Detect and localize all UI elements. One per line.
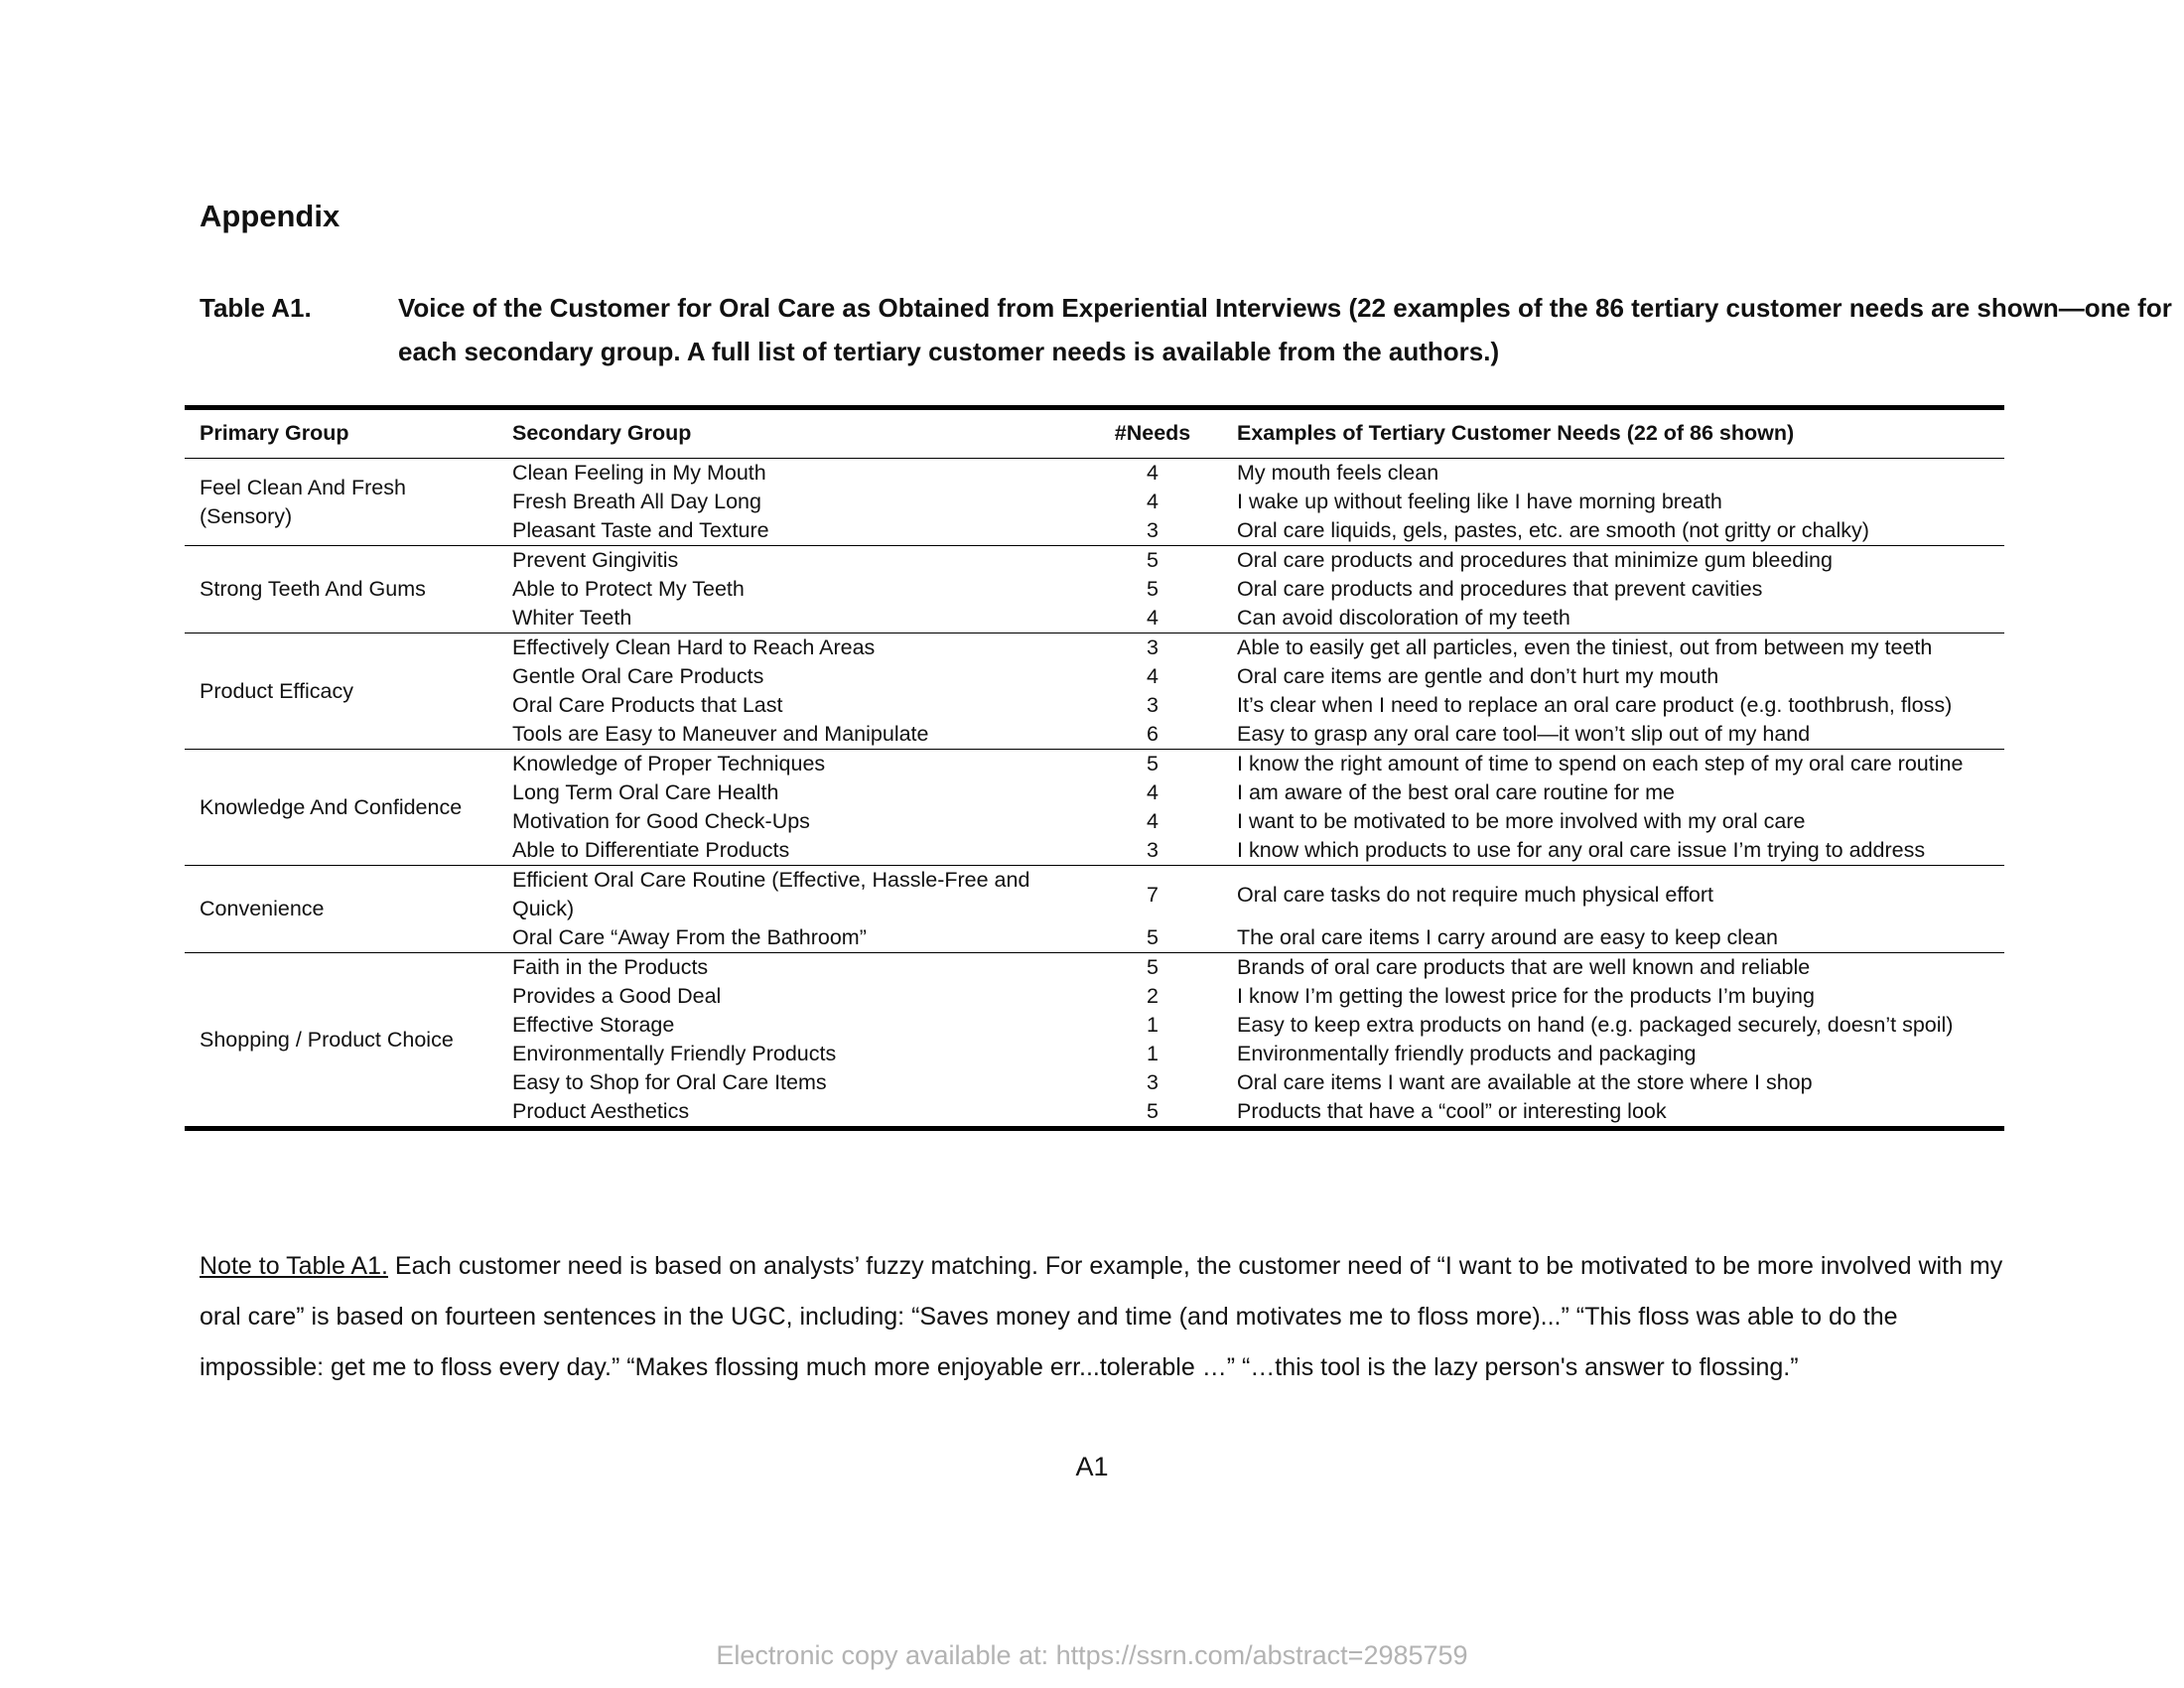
needs-count-cell: 1 — [1147, 1013, 1159, 1037]
header-secondary-group: Secondary Group — [497, 408, 1083, 459]
secondary-group-cell: Tools are Easy to Maneuver and Manipulate — [512, 722, 929, 746]
table-row — [185, 750, 2004, 779]
table-header-row — [185, 408, 2004, 459]
secondary-group-cell: Oral Care Products that Last — [512, 693, 783, 717]
table-row — [185, 953, 2004, 983]
example-need-cell: Oral care liquids, gels, pastes, etc. are smooth (not gritty or chalky) — [1237, 518, 1869, 542]
example-need-cell: Can avoid discoloration of my teeth — [1237, 606, 1570, 630]
secondary-group-cell: Gentle Oral Care Products — [512, 664, 764, 688]
secondary-group-cell: Effectively Clean Hard to Reach Areas — [497, 633, 1083, 663]
secondary-group-cell: Product Aesthetics — [512, 1099, 690, 1123]
example-need-cell: I am aware of the best oral care routine for me — [1237, 780, 1675, 804]
example-need-cell: Oral care tasks do not require much physical effort — [1222, 866, 2004, 924]
needs-count-cell: 5 — [1147, 1099, 1159, 1123]
example-need-cell: Oral care items are gentle and don’t hurt my mouth — [1237, 664, 1719, 688]
primary-group-cell: Convenience — [185, 866, 497, 953]
needs-count-cell: 4 — [1147, 780, 1159, 804]
needs-count-cell: 5 — [1147, 925, 1159, 949]
table-caption-label: Table A1. — [200, 293, 312, 323]
example-need-cell: Environmentally friendly products and packaging — [1237, 1042, 1697, 1065]
example-need-cell: Easy to keep extra products on hand (e.g. packaged securely, doesn’t spoil) — [1237, 1013, 1954, 1037]
table-note-text: Each customer need is based on analysts’ fuzzy matching. For example, the customer need of “I want to be motivated to be more involved with my oral care” is based on fourteen sentences in the UGC, including: “Saves money and time (and motivates me to floss more)...” “This floss was able to do the impossible: get me to floss every day.” “Makes flossing much more enjoyable err...tolerable …” “…this tool is the lazy person's answer to flossing.” — [200, 1252, 2003, 1381]
needs-count-cell: 5 — [1147, 577, 1159, 601]
table-note-label: Note to Table A1. — [200, 1252, 388, 1280]
example-need-cell: Oral care items I want are available at the store where I shop — [1237, 1070, 1813, 1094]
secondary-group-cell: Faith in the Products — [497, 953, 1083, 983]
secondary-group-cell: Efficient Oral Care Routine (Effective, Hassle-Free and Quick) — [497, 866, 1083, 924]
needs-count-cell: 3 — [1147, 838, 1159, 862]
needs-count-cell: 4 — [1147, 664, 1159, 688]
needs-count-cell: 3 — [1147, 693, 1159, 717]
secondary-group-cell: Able to Differentiate Products — [512, 838, 790, 862]
example-need-cell: I know I’m getting the lowest price for the products I’m buying — [1237, 984, 1815, 1008]
primary-group-cell: Shopping / Product Choice — [185, 953, 497, 1129]
secondary-group-cell: Fresh Breath All Day Long — [512, 490, 761, 513]
table-body — [185, 459, 2004, 1129]
needs-count-cell: 5 — [1083, 953, 1222, 983]
primary-group-cell: Feel Clean And Fresh (Sensory) — [200, 475, 406, 528]
primary-group-cell: Knowledge And Confidence — [185, 750, 497, 866]
secondary-group-cell: Whiter Teeth — [512, 606, 632, 630]
needs-count-cell: 2 — [1147, 984, 1159, 1008]
secondary-group-cell: Motivation for Good Check-Ups — [512, 809, 810, 833]
example-need-cell: It’s clear when I need to replace an oral care product (e.g. toothbrush, floss) — [1237, 693, 1953, 717]
secondary-group-cell: Provides a Good Deal — [512, 984, 722, 1008]
header-examples: Examples of Tertiary Customer Needs (22 of 86 shown) — [1222, 408, 2004, 459]
example-need-cell: Able to easily get all particles, even the tiniest, out from between my teeth — [1222, 633, 2004, 663]
needs-count-cell: 4 — [1147, 606, 1159, 630]
table-caption-text: Voice of the Customer for Oral Care as Obtained from Experiential Interviews (22 examples of the 86 tertiary customer needs are shown—one for each secondary group. A full list of tertiary customer needs is available from the authors.) — [398, 293, 2172, 366]
needs-count-cell: 3 — [1147, 518, 1159, 542]
example-need-cell: My mouth feels clean — [1237, 461, 1439, 485]
needs-count-cell: 5 — [1083, 750, 1222, 779]
secondary-group-cell: Clean Feeling in My Mouth — [512, 461, 766, 485]
example-need-cell: I want to be motivated to be more involved with my oral care — [1237, 809, 1806, 833]
table-note — [200, 1241, 2006, 1393]
secondary-group-cell: Oral Care “Away From the Bathroom” — [512, 925, 867, 949]
secondary-group-cell: Long Term Oral Care Health — [512, 780, 779, 804]
needs-count-cell: 7 — [1083, 866, 1222, 924]
needs-count-cell: 4 — [1147, 461, 1159, 485]
needs-count-cell: 5 — [1083, 546, 1222, 576]
table-row — [185, 459, 2004, 489]
primary-group-cell: Strong Teeth And Gums — [185, 546, 497, 633]
secondary-group-cell: Pleasant Taste and Texture — [512, 518, 769, 542]
appendix-heading: Appendix — [200, 199, 341, 233]
example-need-cell: Products that have a “cool” or interesting look — [1237, 1099, 1667, 1123]
page-number: A1 — [1075, 1452, 1109, 1481]
needs-count-cell: 6 — [1147, 722, 1159, 746]
ssrn-footer: Electronic copy available at: https://ssrn.com/abstract=2985759 — [716, 1640, 1468, 1670]
needs-count-cell: 4 — [1147, 490, 1159, 513]
table-row — [185, 633, 2004, 663]
secondary-group-cell: Prevent Gingivitis — [497, 546, 1083, 576]
example-need-cell: I know which products to use for any oral care issue I’m trying to address — [1237, 838, 1926, 862]
example-need-cell: I know the right amount of time to spend on each step of my oral care routine — [1222, 750, 2004, 779]
secondary-group-cell: Easy to Shop for Oral Care Items — [512, 1070, 827, 1094]
header-needs-count: #Needs — [1083, 408, 1222, 459]
customer-needs-table — [185, 405, 2004, 1131]
secondary-group-cell: Environmentally Friendly Products — [512, 1042, 837, 1065]
example-need-cell: Oral care products and procedures that prevent cavities — [1237, 577, 1763, 601]
needs-count-cell: 4 — [1147, 809, 1159, 833]
table-row — [185, 546, 2004, 576]
header-primary-group: Primary Group — [185, 408, 497, 459]
example-need-cell: Easy to grasp any oral care tool—it won’t slip out of my hand — [1237, 722, 1811, 746]
needs-count-cell: 3 — [1083, 633, 1222, 663]
table-row — [185, 866, 2004, 924]
secondary-group-cell: Able to Protect My Teeth — [512, 577, 745, 601]
example-need-cell: The oral care items I carry around are easy to keep clean — [1237, 925, 1778, 949]
primary-group-cell: Product Efficacy — [185, 633, 497, 750]
secondary-group-cell: Effective Storage — [512, 1013, 675, 1037]
needs-count-cell: 1 — [1147, 1042, 1159, 1065]
secondary-group-cell: Knowledge of Proper Techniques — [497, 750, 1083, 779]
needs-count-cell: 3 — [1147, 1070, 1159, 1094]
example-need-cell: Oral care products and procedures that minimize gum bleeding — [1222, 546, 2004, 576]
example-need-cell: I wake up without feeling like I have morning breath — [1237, 490, 1722, 513]
example-need-cell: Brands of oral care products that are well known and reliable — [1222, 953, 2004, 983]
table-container — [185, 405, 2004, 1131]
